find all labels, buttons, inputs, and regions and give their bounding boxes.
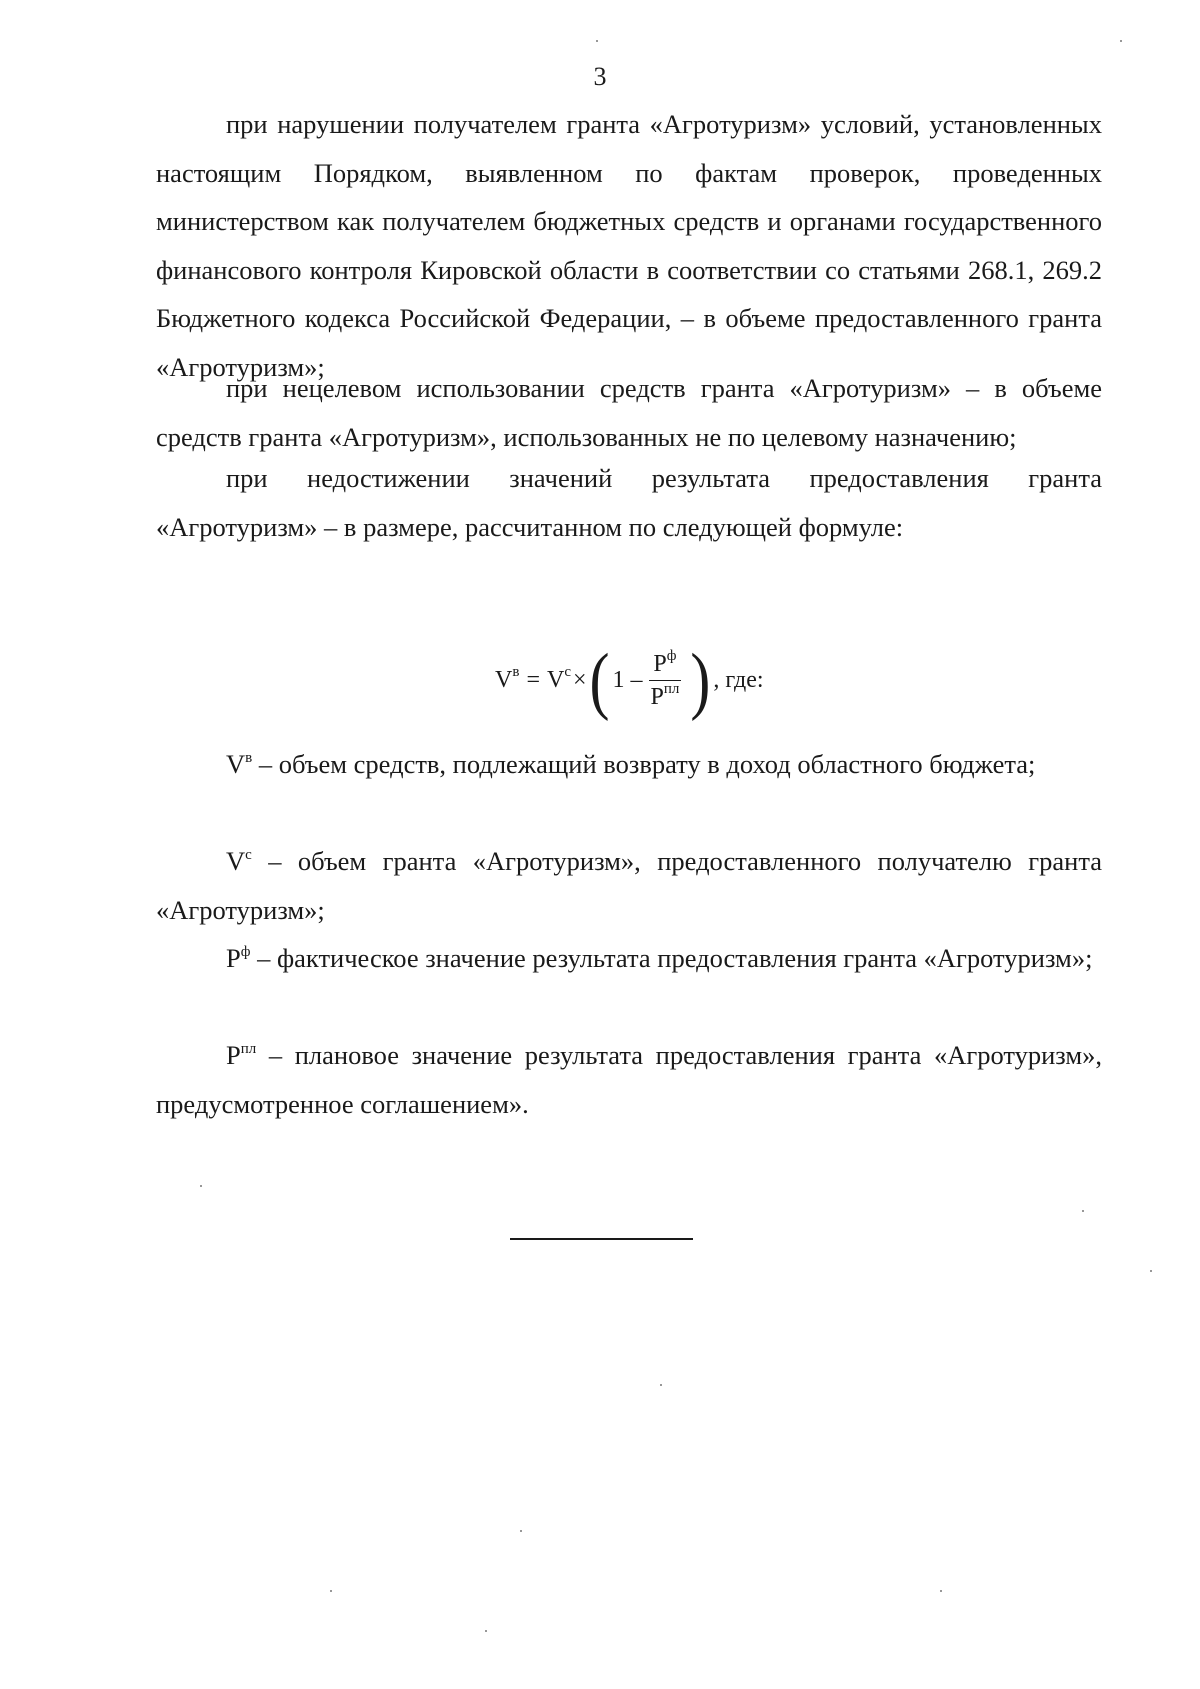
scan-speck bbox=[330, 1590, 332, 1592]
definition-text: – фактическое значение результата предоставления гранта «Агротуризм»; bbox=[250, 943, 1093, 973]
definition-vc bbox=[156, 837, 1102, 934]
scan-speck bbox=[520, 1530, 522, 1532]
refund-formula bbox=[495, 640, 764, 720]
formula-one-minus: 1 – bbox=[612, 666, 643, 693]
formula-times: × bbox=[573, 666, 587, 693]
scan-speck bbox=[1120, 40, 1122, 42]
definition-vv bbox=[156, 740, 1102, 789]
formula-numerator: $P^ф$ bbox=[649, 651, 680, 681]
closing-rule bbox=[510, 1238, 693, 1240]
definition-symbol: $P^{пл}$ bbox=[226, 1040, 257, 1070]
scan-speck bbox=[596, 40, 598, 42]
definition-pf bbox=[156, 934, 1102, 983]
scan-speck bbox=[1082, 1210, 1084, 1212]
definition-text: – объем средств, подлежащий возврату в доход областного бюджета; bbox=[252, 749, 1036, 779]
formula-fraction bbox=[647, 647, 684, 710]
formula-open-paren: ( bbox=[589, 638, 610, 722]
definition-text: – объем гранта «Агротуризм», предоставленного получателю гранта «Агротуризм»; bbox=[156, 846, 1102, 925]
formula-denominator: $P^{пл}$ bbox=[650, 680, 680, 710]
definition-symbol: $V^с$ bbox=[226, 846, 252, 876]
formula-equals: = bbox=[526, 666, 540, 693]
paragraph-violation-conditions: при нарушении получателем гранта «Агротуризм» условий, установленных настоящим Порядком, выявленном по фактам проверок, проведенных министерством как получателем бюджетных средств и органами государственного финансового контроля Кировской области в соответствии со статьями 268.1, 269.2 Бюджетного кодекса Российской Федерации, – в объеме предоставленного гранта «Агротуризм»; bbox=[156, 109, 1102, 382]
formula-lhs: $V^в$ bbox=[495, 663, 520, 693]
definition-symbol: $P^ф$ bbox=[226, 943, 251, 973]
scan-speck bbox=[1150, 1270, 1152, 1272]
formula-close-paren: ) bbox=[690, 638, 711, 722]
paragraph-nonachievement-results: при недостижении значений результата предоставления гранта «Агротуризм» – в размере, рассчитанном по следующей формуле: bbox=[156, 463, 1102, 542]
paragraph-misuse-funds: при нецелевом использовании средств гранта «Агротуризм» – в объеме средств гранта «Агротуризм», использованных не по целевому назначению; bbox=[156, 373, 1102, 452]
scan-speck bbox=[200, 1185, 202, 1187]
scan-speck bbox=[940, 1590, 942, 1592]
scan-speck bbox=[485, 1630, 487, 1632]
definition-ppl bbox=[156, 1031, 1102, 1128]
formula-suffix: , где: bbox=[713, 666, 764, 693]
page-number: 3 bbox=[593, 62, 607, 91]
definition-symbol: $V^в$ bbox=[226, 749, 253, 779]
formula-factor: $V^с$ bbox=[546, 663, 571, 693]
definition-text: – плановое значение результата предоставления гранта «Агротуризм», предусмотренное соглашением». bbox=[156, 1040, 1102, 1119]
scan-speck bbox=[660, 1384, 662, 1386]
